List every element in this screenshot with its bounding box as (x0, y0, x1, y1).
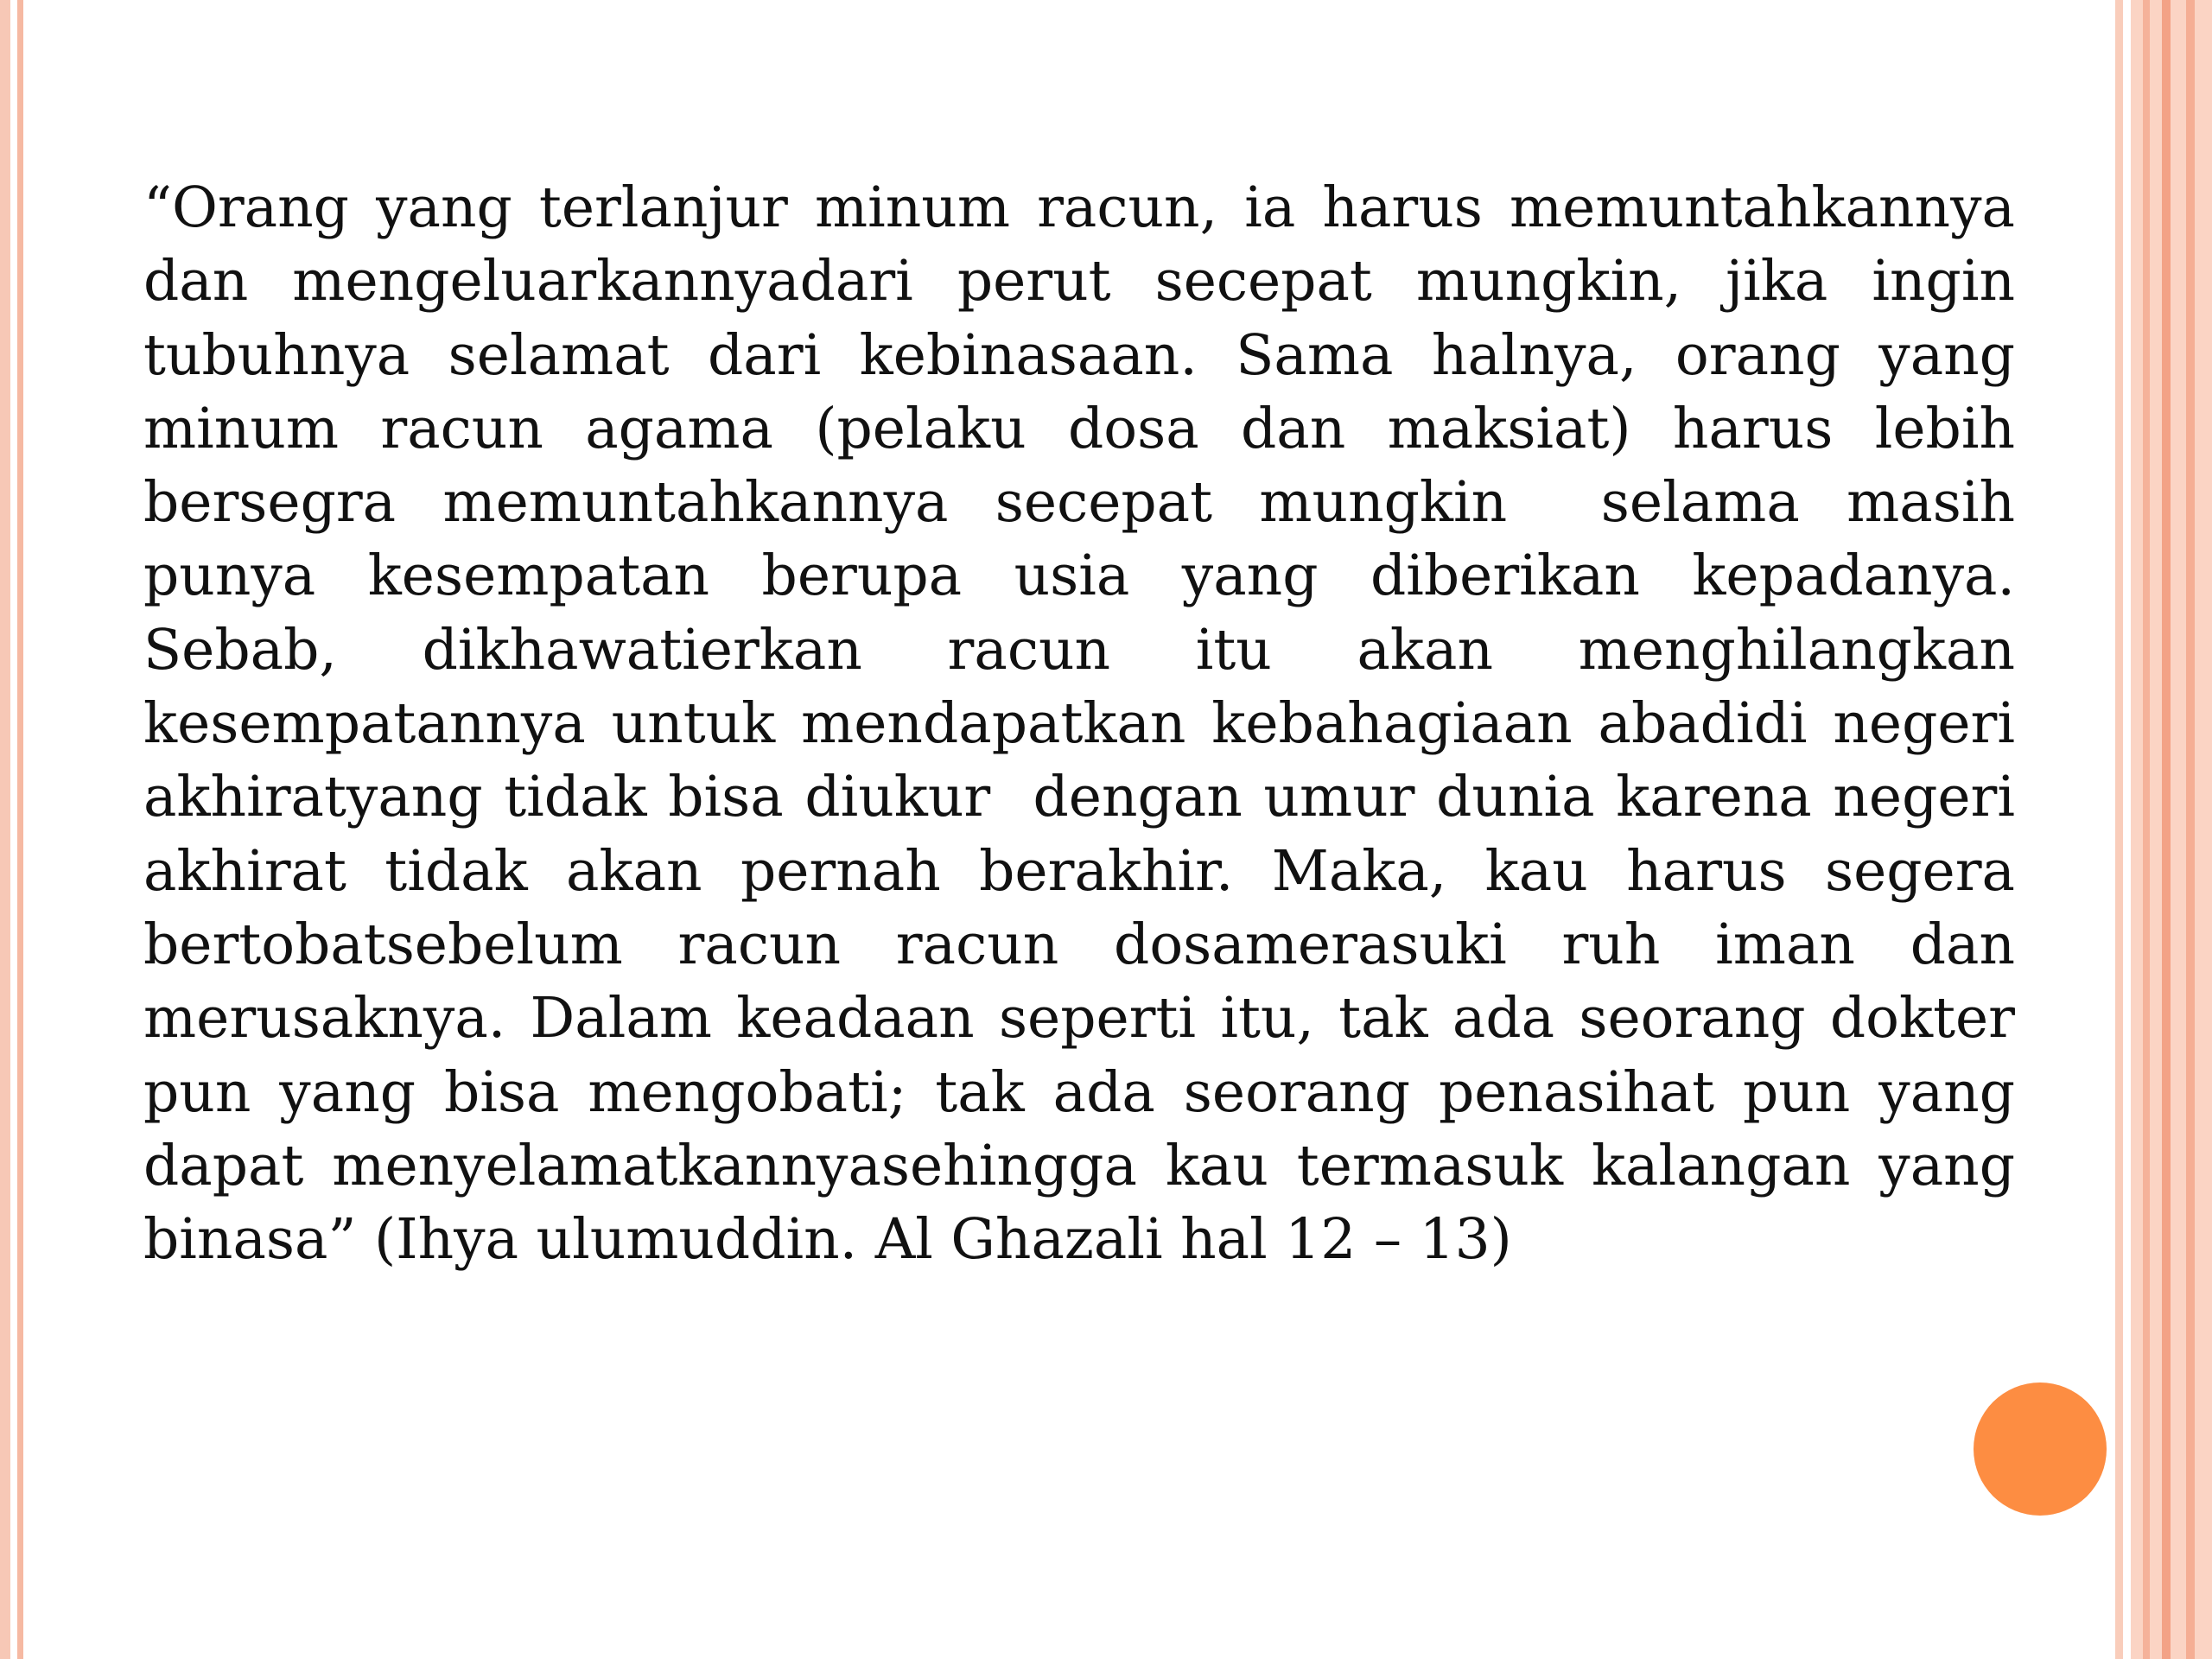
right-border-stripe (2143, 0, 2150, 1659)
right-border-line (2115, 0, 2123, 1659)
right-border-stripe (2186, 0, 2195, 1659)
quote-paragraph: “Orang yang terlanjur minum racun, ia harus memuntahkannya dan mengeluarkannyadari perut secepat mungkin, jika ingin tubuhnya selamat dari kebinasaan. Sama halnya, orang yang minum racun agama (pelaku dosa dan maksiat) harus lebih bersegra memuntahkannya secepat mungkin selama masih punya kesempatan berupa usia yang diberikan kepadanya. Sebab, dikhawatierkan racun itu akan menghilangkan kesempatannya untuk mendapatkan kebahagiaan abadidi negeri akhiratyang tidak bisa diukur dengan umur dunia karena negeri akhirat tidak akan pernah berakhir. Maka, kau harus segera bertobatsebelum racun racun dosamerasuki ruh iman dan merusaknya. Dalam keadaan seperti itu, tak ada seorang dokter pun yang bisa mengobati; tak ada seorang penasihat pun yang dapat menyelamatkannyasehingga kau termasuk kalangan yang binasa” (Ihya ulumuddin. Al Ghazali hal 12 – 13) (143, 175, 2033, 1273)
decorative-orange-circle (1974, 1382, 2107, 1516)
left-border-line (17, 0, 23, 1659)
left-border-band (0, 0, 10, 1659)
right-border-stripe (2162, 0, 2171, 1659)
